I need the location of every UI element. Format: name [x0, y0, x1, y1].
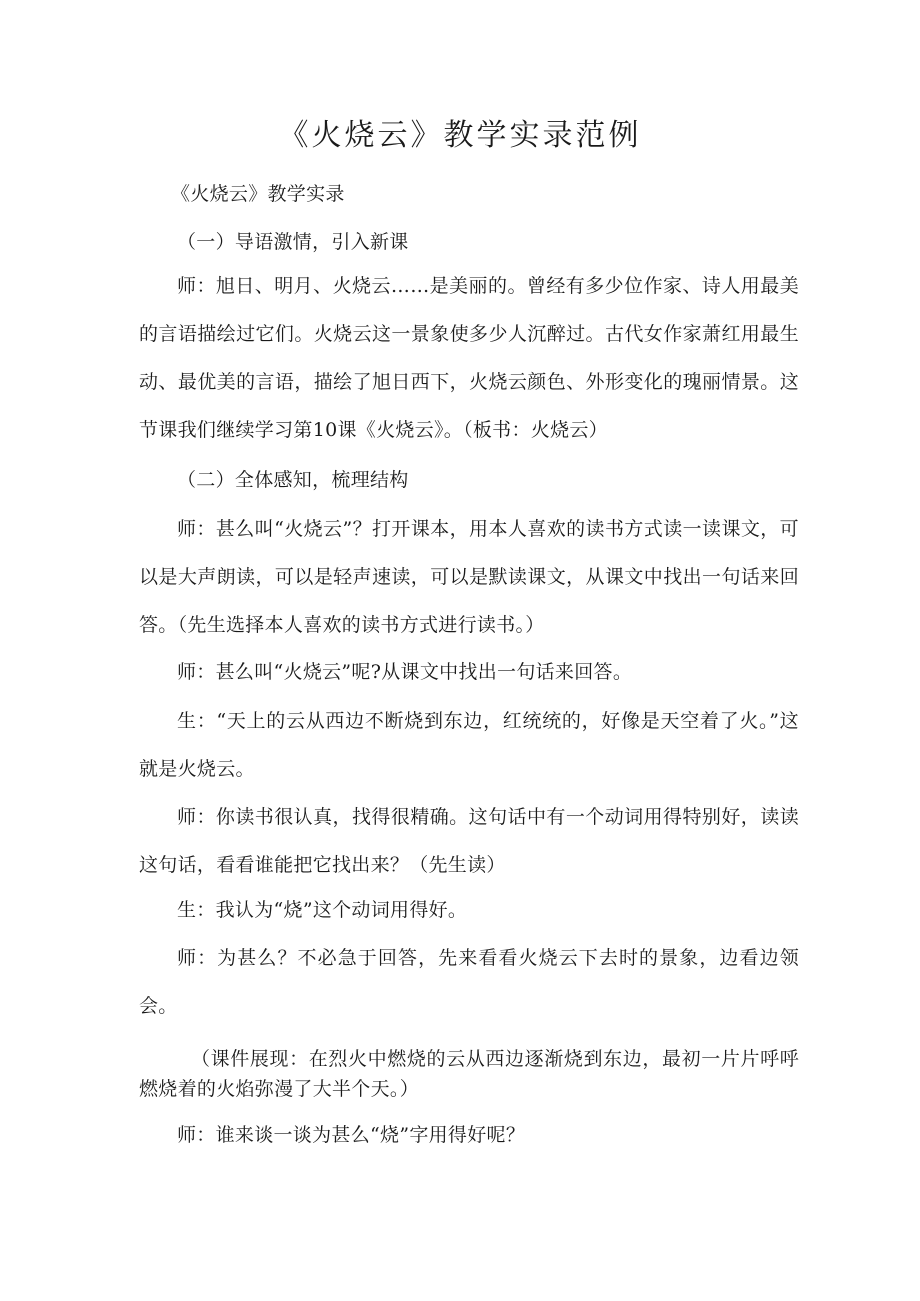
document-title: 《火烧云》教学实录范例 — [278, 118, 642, 153]
document-subtitle: 《火烧云》教学实录 — [171, 183, 345, 205]
paragraph-teacher-praise: 师：你读书很认真，找得很精确。这句话中有一个动词用得特别好，读读这句话，看看谁能把它找出来？（先生读） — [139, 806, 799, 876]
paragraph-teacher-intro: 师：旭日、明月、火烧云……是美丽的。曾经有多少位作家、诗人用最美的言语描绘过它们。火烧云这一景象使多少人沉醉过。古代女作家萧红用最生动、最优美的言语，描绘了旭日西下，火烧云颜色、外形变化的瑰丽情景。这节课我们继续学习第10课《火烧云》。（板书：火烧云） — [139, 275, 799, 441]
paragraph-teacher-question-2: 师：甚么叫“火烧云”呢?从课文中找出一句话来回答。 — [177, 661, 633, 683]
section-heading-1: （一）导语激情，引入新课 — [177, 231, 409, 253]
paragraph-teacher-discuss: 师：谁来谈一谈为甚么“烧”字用得好呢？ — [177, 1124, 526, 1146]
paragraph-courseware: （课件展现：在烈火中燃烧的云从西边逐渐烧到东边，最初一片片呼呼燃烧着的火焰弥漫了大半个天。） — [139, 1048, 799, 1100]
paragraph-student-answer-2: 生：我认为“烧”这个动词用得好。 — [177, 899, 468, 921]
paragraph-teacher-why: 师：为甚么？不必急于回答，先来看看火烧云下去时的景象，边看边领会。 — [139, 947, 799, 1017]
paragraph-teacher-question: 师：甚么叫“火烧云”？打开课本，用本人喜欢的读书方式读一读课文，可以是大声朗读，可以是轻声速读，可以是默读课文，从课文中找出一句话来回答。（先生选择本人喜欢的读书方式进行读书。） — [139, 518, 799, 636]
section-heading-2: （二）全体感知，梳理结构 — [177, 469, 409, 491]
paragraph-student-answer-1: 生：“天上的云从西边不断烧到东边，红统统的，好像是天空着了火。”这就是火烧云。 — [139, 710, 799, 780]
